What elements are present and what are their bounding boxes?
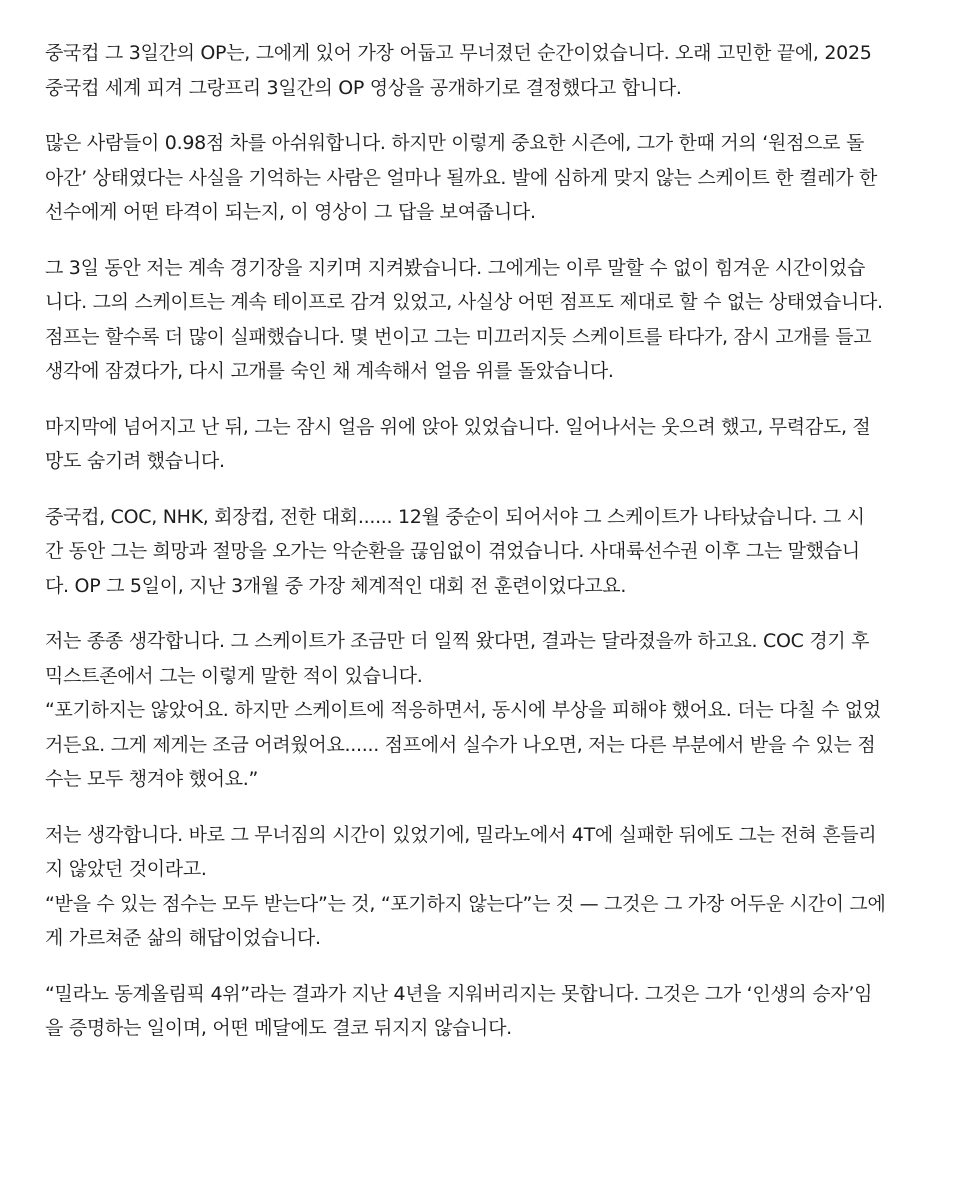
text-line: 을 증명하는 일이며, 어떤 메달에도 결코 뒤지지 않습니다. — [45, 1017, 512, 1039]
text-line: “받을 수 있는 점수는 모두 받는다”는 것, “포기하지 않는다”는 것 — 그것은 그 가장 어두운 시간이 그에 — [45, 892, 886, 915]
text-line: 망도 숨기려 했습니다. — [45, 450, 225, 472]
text-line: 중국컵, COC, NHK, 회장컵, 전한 대회...... 12월 중순이 되어서야 그 스케이트가 나타났습니다. 그 시 — [45, 505, 865, 528]
text-line: 지 않았던 것이라고. — [45, 858, 207, 880]
text-line: “밀라노 동계올림픽 4위”라는 결과가 지난 4년을 지워버리지는 못합니다. 그것은 그가 ‘인생의 승자’임 — [45, 982, 873, 1005]
paragraph-8 — [45, 977, 939, 1046]
text-line: 니다. 그의 스케이트는 계속 테이프로 감겨 있었고, 사실상 어떤 점프도 제대로 할 수 없는 상태였습니다. — [45, 291, 883, 313]
text-line: 간 동안 그는 희망과 절망을 오가는 악순환을 끊임없이 겪었습니다. 사대륙선수권 이후 그는 말했습니 — [45, 540, 860, 562]
text-line: 많은 사람들이 0.98점 차를 아쉬워합니다. 하지만 이렇게 중요한 시즌에, 그가 한때 거의 ‘원점으로 돌 — [45, 132, 864, 154]
paragraph-3 — [45, 251, 939, 389]
quote-line: 거든요. 그게 제게는 조금 어려웠어요...... 점프에서 실수가 나오면, 저는 다른 부분에서 받을 수 있는 점 — [45, 733, 876, 756]
paragraph-5 — [45, 500, 939, 604]
text-line: 게 가르쳐준 삶의 해답이었습니다. — [45, 927, 321, 949]
paragraph-4 — [45, 410, 939, 479]
text-line: 선수에게 어떤 타격이 되는지, 이 영상이 그 답을 보여줍니다. — [45, 201, 536, 223]
text-line: 마지막에 넘어지고 난 뒤, 그는 잠시 얼음 위에 앉아 있었습니다. 일어나서는 웃으려 했고, 무력감도, 절 — [45, 415, 871, 438]
text-line: 저는 생각합니다. 바로 그 무너짐의 시간이 있었기에, 밀라노에서 4T에 실패한 뒤에도 그는 전혀 흔들리 — [45, 823, 877, 846]
text-line: 중국컵 그 3일간의 OP는, 그에게 있어 가장 어둡고 무너졌던 순간이었습니다. 오래 고민한 끝에, 2025 — [45, 42, 872, 64]
text-line: 다. OP 그 5일이, 지난 3개월 중 가장 체계적인 대회 전 훈련이었다고요. — [45, 574, 627, 597]
text-line: 믹스트존에서 그는 이렇게 말한 적이 있습니다. — [45, 664, 423, 687]
paragraph-6 — [45, 624, 939, 797]
paragraph-1 — [45, 36, 939, 105]
quote-line: 수는 모두 챙겨야 했어요.” — [45, 768, 259, 790]
paragraph-7 — [45, 818, 939, 956]
text-line: 중국컵 세계 피겨 그랑프리 3일간의 OP 영상을 공개하기로 결정했다고 합니다. — [45, 76, 682, 99]
text-line: 생각에 잠겼다가, 다시 고개를 숙인 채 계속해서 얼음 위를 돌았습니다. — [45, 360, 614, 382]
quote-line: “포기하지는 않았어요. 하지만 스케이트에 적응하면서, 동시에 부상을 피해야 했어요. 더는 다칠 수 없었 — [45, 699, 881, 721]
text-line: 점프는 할수록 더 많이 실패했습니다. 몇 번이고 그는 미끄러지듯 스케이트를 타다가, 잠시 고개를 들고 — [45, 325, 872, 348]
text-line: 그 3일 동안 저는 계속 경기장을 지키며 지켜봤습니다. 그에게는 이루 말할 수 없이 힘겨운 시간이었습 — [45, 256, 866, 279]
text-line: 아간’ 상태였다는 사실을 기억하는 사람은 얼마나 될까요. 발에 심하게 맞지 않는 스케이트 한 켤레가 한 — [45, 166, 878, 189]
paragraph-2 — [45, 126, 939, 230]
text-line: 저는 종종 생각합니다. 그 스케이트가 조금만 더 일찍 왔다면, 결과는 달라졌을까 하고요. COC 경기 후 — [45, 630, 870, 652]
